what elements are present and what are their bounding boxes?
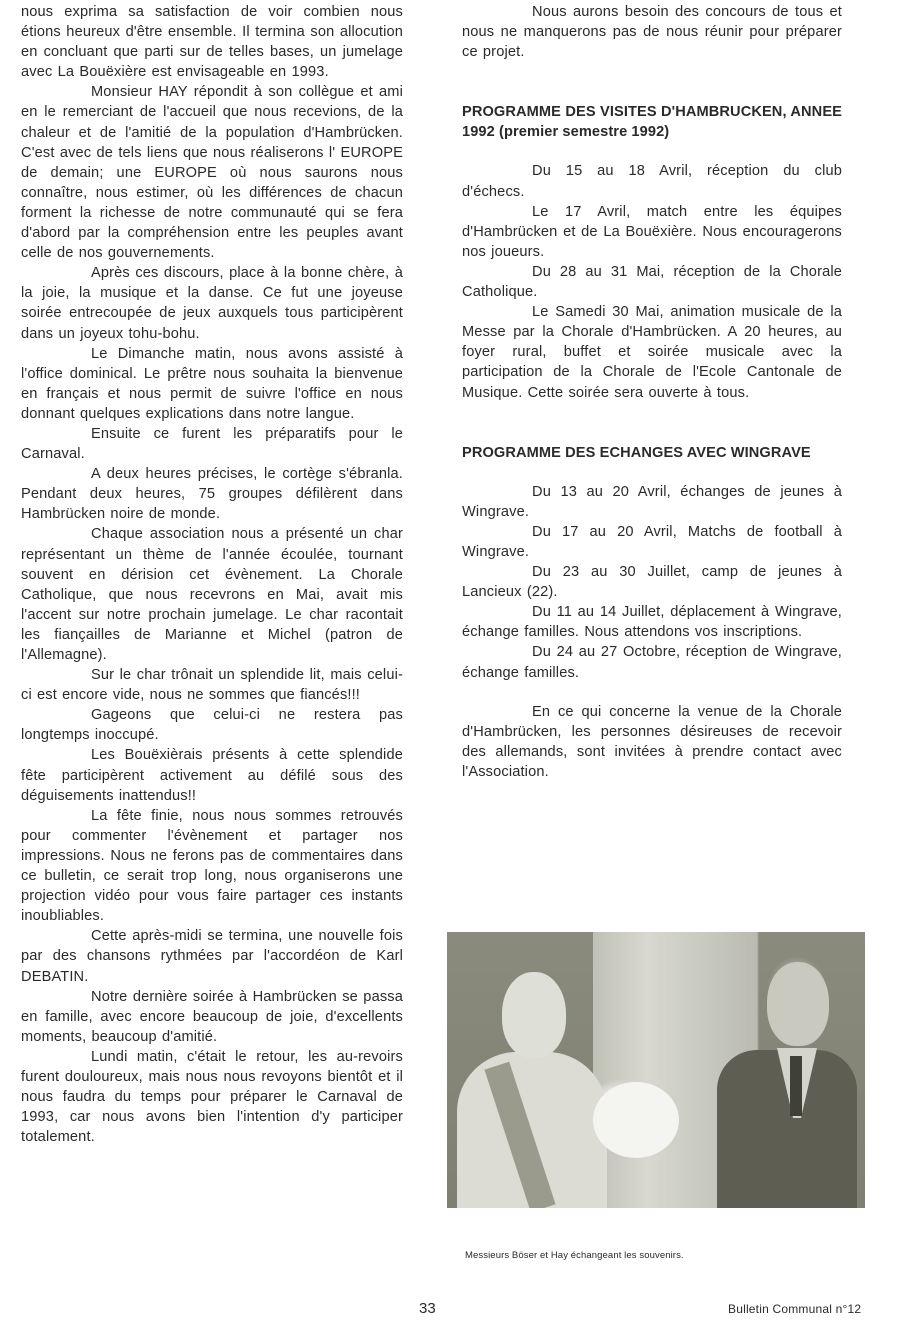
spacer [462,683,842,702]
paragraph: Ensuite ce furent les préparatifs pour le Carnaval. [21,425,403,463]
section-heading [462,102,842,142]
paragraph: Gageons que celui-ci ne restera pas longtemps inoccupé. [21,707,403,744]
page-number: 33 [419,1300,436,1317]
paragraph: La fête finie, nous nous sommes retrouvés pour commenter l'évènement et partager nos impressions. Nous ne ferons pas de commentaires dans ce bulletin, ce serait trop long, nous organiserons une projection vidéo pour vous faire partager ces instants inoubliables. [21,807,403,925]
paragraph: Chaque association nous a présenté un char représentant un thème de l'année écoulée, tournant souvent en dérision cet évènement. La Chorale Catholique, que nous recevrons en Mai, avait mis l'accent sur notre prochain jumelage. Le char racontait les fiançailles de Marianne et Michel (patron de l'Allemagne). [21,526,403,663]
paragraph: Après ces discours, place à la bonne chère, à la joie, la musique et la danse. Ce fut une joyeuse soirée entrecoupée de jeux auxquels tous participèrent dans un joyeux tohu-bohu. [21,265,403,342]
program-item: Du 13 au 20 Avril, échanges de jeunes à Wingrave. [462,483,842,520]
program-item: Du 15 au 18 Avril, réception du club d'échecs. [462,163,842,200]
program-item: Le Samedi 30 Mai, animation musicale de la Messe par la Chorale d'Hambrücken. A 20 heures, au foyer rural, buffet et soirée musicale avec la participation de la Chorale de l'Ecole Cantonale de Musique. Cette soirée sera ouverte à tous. [462,304,842,401]
left-column [21,2,403,1147]
photo-souvenir-plate [593,1082,679,1158]
program-item: Du 24 au 27 Octobre, réception de Wingrave, échange familles. [462,644,842,681]
program-item: Du 23 au 30 Juillet, camp de jeunes à Lancieux (22). [462,564,842,601]
section-heading-sub: (premier semestre 1992) [499,124,670,141]
section-heading-main: PROGRAMME DES VISITES D'HAMBRUCKEN, ANNEE 1992 [462,104,842,141]
intro-paragraph: Nous aurons besoin des concours de tous et nous ne manquerons pas de nous réunir pour préparer ce projet. [462,4,842,61]
program-item: Du 17 au 20 Avril, Matchs de football à Wingrave. [462,523,842,560]
paragraph: Lundi matin, c'était le retour, les au-revoirs furent douloureux, mais nous nous revoyons bientôt et il nous faudra du temps pour préparer le Carnaval de 1993, car nous avons bien l'intention d'y participer totalement. [21,1048,403,1146]
spacer [462,142,842,161]
program-item: Le 17 Avril, match entre les équipes d'Hambrücken et de La Bouëxière. Nous encouragerons nos joueurs. [462,203,842,260]
paragraph: Cette après-midi se termina, une nouvelle fois par des chansons rythmées par l'accordéon de Karl DEBATIN. [21,928,403,985]
souvenir-exchange-photo [447,932,865,1208]
program-item: Du 11 au 14 Juillet, déplacement à Wingrave, échange familles. Nous attendons vos inscriptions. [462,604,842,641]
photo-head-left [502,972,566,1058]
right-column [462,2,842,782]
paragraph: Monsieur HAY répondit à son collègue et ami en le remerciant de l'accueil que nous recevions, de la chaleur et de l'amitié de la population d'Hambrücken. C'est avec de tels liens que nous réaliserons l' EUROPE de demain; une EUROPE où nous saurons nous connaître, nous estimer, où les différences de chacun forment la richesse de notre communauté qui se fera d'abord par la compréhension entre les peuples avant celle de nos gouvernements. [21,84,403,262]
spacer [462,403,842,443]
publication-footer: Bulletin Communal n°12 [728,1302,862,1316]
closing-paragraph: En ce qui concerne la venue de la Chorale d'Hambrücken, les personnes désireuses de recevoir des allemands, sont invitées à prendre contact avec l'Association. [462,703,842,780]
paragraph: nous exprima sa satisfaction de voir combien nous étions heureux d'être ensemble. Il termina son allocution en concluant que parti sur de telles bases, un jumelage avec La Bouëxière est envisageable en 1993. [21,4,403,81]
wingrave-program-section [462,443,842,683]
photo-caption: Messieurs Böser et Hay échangeant les souvenirs. [465,1250,684,1261]
paragraph: Sur le char trônait un splendide lit, mais celui-ci est encore vide, nous ne sommes que fiancés!!! [21,667,403,704]
hambrucken-program-section [462,102,842,402]
program-item: Du 28 au 31 Mai, réception de la Chorale Catholique. [462,263,842,301]
paragraph: Notre dernière soirée à Hambrücken se passa en famille, avec encore beaucoup de joie, d'excellents moments, beaucoup d'amitié. [21,988,403,1045]
paragraph: Les Bouëxièrais présents à cette splendide fête participèrent activement au défilé sous des déguisements inattendus!! [21,747,403,804]
spacer [462,62,842,102]
photo-head-right [767,962,829,1046]
paragraph: Le Dimanche matin, nous avons assisté à l'office dominical. Le prêtre nous souhaita la bienvenue en français et nous permit de suivre l'office en nous donnant quelques explications dans notre langue. [21,345,403,422]
spacer [462,463,842,482]
photo-tie [790,1056,802,1116]
section-heading: PROGRAMME DES ECHANGES AVEC WINGRAVE [462,444,811,461]
paragraph: A deux heures précises, le cortège s'ébranla. Pendant deux heures, 75 groupes défilèrent dans Hambrücken noire de monde. [21,466,403,523]
